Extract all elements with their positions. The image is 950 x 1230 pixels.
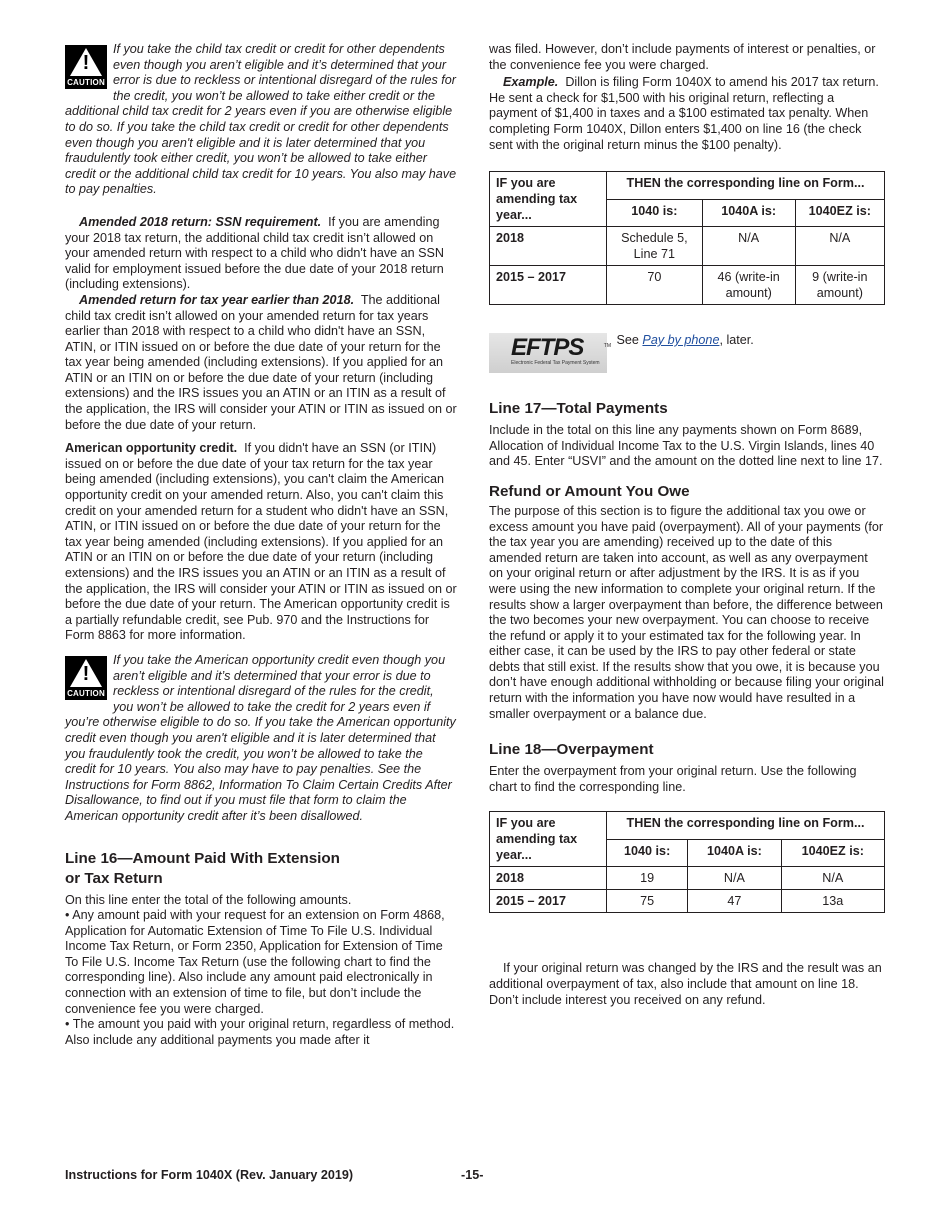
table-header: THEN the corresponding line on Form... [607, 812, 885, 840]
table-header: 1040 is: [607, 839, 688, 867]
caution-note-child-tax-credit [65, 42, 457, 198]
continued-paragraph: was filed. However, don’t include payments of interest or penalties, or the convenience fee you were charged. [489, 42, 876, 72]
table-row: 2015 – 2017 75 47 13a [490, 890, 885, 913]
table-header: IF you are amending tax year... [490, 812, 607, 867]
table-header: THEN the corresponding line on Form... [607, 172, 885, 200]
footer-title: Instructions for Form 1040X (Rev. January 2019) [65, 1168, 354, 1182]
caution-icon: ! CAUTION [65, 45, 107, 89]
line16-intro: On this line enter the total of the following amounts. [65, 892, 352, 907]
caution-text: If you take the child tax credit or credit for other dependents even though you aren’t eligible and it’s determined that your error is due to reckless or intentional disregard of the rules for the credit, you won’t be allowed to take either credit or the additional child tax credit for 2 years even if you are otherwise eligible to do so. If you take the child tax credit or credit for other dependents even though you aren't eligible and it is later determined that you fraudulently took either credit, you won’t be allowed to take either credit or the additional child tax credit for 10 years. You also may have to pay penalties. [65, 42, 457, 197]
left-column [65, 42, 457, 1048]
caution-text: If you take the American opportunity credit even though you aren’t eligible and it’s determined that your error is due to reckless or intentional disregard of the rules for the credit, you won’t be allowed to take the credit for 2 years even if you’re otherwise eligible to do so. If you take the American opportunity credit even though you aren't eligible and it is later determined that you fraudulently took the credit, you won’t be allowed to take the credit for 10 years. You also may have to pay penalties. See the Instructions for Form 8862, Information To Claim Certain Credits After Disallowance, to find out if you must file that form to claim the American opportunity credit after it’s been disallowed. [65, 652, 456, 823]
line18-heading: Line 18—Overpayment [489, 741, 654, 759]
table-header: 1040EZ is: [781, 839, 884, 867]
eftps-note: EFTPS Electronic Federal Tax Payment System TM See Pay by phone, later. [489, 333, 885, 377]
refund-text: The purpose of this section is to figure the additional tax you owe or excess amount you have paid (overpayment). All of your payments (for the tax year you are amending) received up to the date of this amended return are taken into account, as well as any overpayment on your original return or after adjustment by the IRS. It is as if you were using the new information to complete your original return. If the results show a larger overpayment than before, the difference between the two becomes your new overpayment. You can choose to receive the refund or apply it to your estimated tax for the following year. In either case, it can be used by the IRS to pay other federal or state debts that still exist. If the results show that you owe, it is because you don’t have enough additional withholding or because filing your original return with the information you have now would have resulted in a smaller overpayment or a balance due. [489, 503, 884, 721]
closing-paragraph: If your original return was changed by the IRS and the result was an additional overpayment of tax, also include that amount on line 18. Don’t include interest you received on any refund. [489, 961, 882, 1007]
caution-icon: ! CAUTION [65, 656, 107, 700]
example-paragraph: Example. Dillon is filing Form 1040X to amend his 2017 tax return. He sent a check for $1,500 with his original return, reflecting a payment of $1,400 in taxes and a $100 estimated tax penalty. When completing Form 1040X, Dillon enters $1,400 on line 16 (the check sent with the original return minus the $100 penalty). [489, 75, 879, 152]
table-row: 2018 19 N/A N/A [490, 867, 885, 890]
table-row: 2015 – 2017 70 46 (write-in amount) 9 (write-in amount) [490, 266, 885, 305]
pay-by-phone-link[interactable]: Pay by phone [642, 333, 720, 348]
line17-heading: Line 17—Total Payments [489, 400, 668, 418]
table-header: 1040A is: [702, 199, 795, 227]
table-header: 1040A is: [688, 839, 781, 867]
line18-text: Enter the overpayment from your original return. Use the following chart to find the corresponding line. [489, 764, 857, 794]
line17-text: Include in the total on this line any payments shown on Form 8689, Allocation of Individual Income Tax to the U.S. Virgin Islands, lines 40 and 45. Enter “USVI” and the amount on the dotted line next to line 17. [489, 423, 883, 469]
table-header: 1040EZ is: [795, 199, 884, 227]
american-opportunity-paragraph: American opportunity credit. If you didn't have an SSN (or ITIN) issued on or before the due date of your tax return for the tax year being amended (including extensions), you can't claim the American opportunity credit on your amended return. Also, you can't claim this credit on your amended return for a student who didn't have an SSN, ATIN, or ITIN issued on or before the due date of your return for the tax year being amended (including extensions). If you applied for an ATIN or an ITIN on or before the due date of your return (including extensions) and the IRS issues you an ATIN or an ITIN as a result of the application, the IRS will consider your ATIN or ITIN as issued on or before the due date of your return. The American opportunity credit is a partially refundable credit, see Pub. 970 and the Instructions for Form 8863 for more information. [65, 441, 457, 643]
refund-heading: Refund or Amount You Owe [489, 482, 690, 500]
eftps-logo: EFTPS Electronic Federal Tax Payment System TM [489, 333, 607, 373]
bullet-icon: • [65, 908, 70, 923]
line16-chart-table [489, 171, 885, 305]
table-header: IF you are amending tax year... [490, 172, 607, 227]
right-column [489, 42, 885, 1008]
table-header: 1040 is: [607, 199, 703, 227]
line16-bullet-1: • Any amount paid with your request for an extension on Form 4868, Application for Automatic Extension of Time To File U.S. Individual Income Tax Return, or Form 2350, Application for Extension of Time To File U.S. Income Tax Return (use the following chart to find the corresponding line). Also include any amount paid electronically in connection with an extension of time to file, but don’t include the convenience fee you were charged. [65, 908, 445, 1016]
line18-chart-table [489, 811, 885, 913]
line16-heading: Line 16—Amount Paid With Extension or Tax Return [65, 849, 340, 887]
earlier-year-paragraph: Amended return for tax year earlier than 2018. The additional child tax credit isn’t allowed on your amended return for tax years earlier than 2018 with respect to a child who didn't have an SSN, ATIN, or ITIN issued on or before the due date of your return for the tax year being amended (including extensions). If you applied for an ATIN or an ITIN on or before the due date of your return (including extensions) and the IRS issues you an ATIN or an ITIN as a result of the application, the IRS will consider your ATIN or ITIN as issued on or before the due date of your return. [65, 292, 457, 432]
amended-2018-paragraph: Amended 2018 return: SSN requirement. If you are amending your 2018 tax return, the additional child tax credit isn’t allowed on your amended return with respect to a child who didn't have an SSN valid for employment issued before the due date of your 2018 return (including extensions). [65, 214, 445, 292]
bullet-icon: • [65, 1017, 70, 1032]
page-footer [65, 1168, 885, 1184]
table-row: 2018 Schedule 5, Line 71 N/A N/A [490, 227, 885, 266]
page-number: -15- [461, 1168, 484, 1182]
line16-bullet-2: • The amount you paid with your original return, regardless of method. Also include any additional payments you made after it [65, 1017, 455, 1047]
caution-note-aoc [65, 653, 457, 825]
